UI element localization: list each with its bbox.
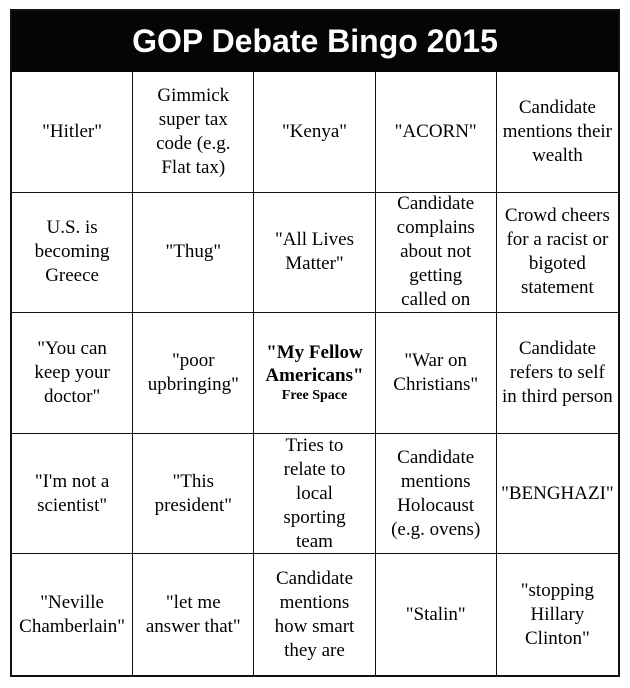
bingo-cell-text-line: Matter" [285,253,344,275]
bingo-cell[interactable] [376,313,497,434]
bingo-cell-text-line: "let me [165,591,221,613]
bingo-cell-text-line: doctor" [43,385,101,407]
bingo-cell-text-line: team [296,530,333,552]
bingo-cell-text-line: scientist" [37,494,108,516]
bingo-cell-text-line: refers to self [509,361,605,383]
bingo-cell[interactable] [12,434,133,555]
bingo-cell-text-line: relate to [283,458,346,480]
bingo-cell-text-line: becoming [34,241,110,263]
free-space-phrase-line: "My Fellow [266,341,363,363]
bingo-cell-text-line: Candidate [275,567,353,589]
bingo-cell-text-line: Gimmick [157,84,230,106]
bingo-cell[interactable] [254,193,375,314]
bingo-cell[interactable] [133,193,254,314]
bingo-grid [12,72,618,675]
bingo-card [10,9,620,677]
bingo-cell[interactable] [254,554,375,675]
bingo-cell-text-line: "ACORN" [394,120,477,142]
bingo-cell[interactable] [133,554,254,675]
bingo-cell-text-line: upbringing" [147,373,239,395]
bingo-cell[interactable] [497,434,618,555]
bingo-cell-text-line: about not [400,241,472,263]
bingo-cell-text-line: super tax [158,108,228,130]
bingo-cell-text-line: answer that" [145,615,241,637]
bingo-cell[interactable] [497,72,618,193]
bingo-cell-text-line: Crowd cheers [504,205,610,227]
bingo-cell-text-line: bigoted [528,253,586,275]
bingo-cell-free-space[interactable] [254,313,375,434]
bingo-cell-text-line: "This [172,470,215,492]
bingo-cell[interactable] [133,434,254,555]
bingo-cell-text-line: Candidate [397,193,475,215]
bingo-cell-text-line: local [296,482,333,504]
free-space-phrase-line: Americans" [265,364,364,386]
bingo-cell-text-line: "poor [171,349,215,371]
bingo-cell[interactable] [376,434,497,555]
bingo-cell-text-line: code (e.g. [156,132,231,154]
bingo-cell[interactable] [497,313,618,434]
bingo-cell-text-line: in third person [501,385,613,407]
bingo-cell-text-line: complains [396,217,475,239]
bingo-cell-text-line: called on [401,289,471,311]
bingo-cell-text-line: sporting [283,506,346,528]
bingo-cell-text-line: U.S. is [46,217,98,239]
bingo-cell-text-line: president" [154,494,232,516]
bingo-cell-text-line: Tries to [285,434,344,456]
bingo-cell-text-line: "War on [404,349,468,371]
bingo-cell-text-line: mentions their [502,120,612,142]
bingo-cell[interactable] [497,193,618,314]
card-title: GOP Debate Bingo 2015 [12,11,618,72]
bingo-cell[interactable] [133,313,254,434]
bingo-cell-text-line: Candidate [518,96,596,118]
bingo-cell[interactable] [133,72,254,193]
bingo-cell[interactable] [12,554,133,675]
bingo-cell-text-line: "Thug" [165,241,222,263]
bingo-cell-text-line: Flat tax) [161,156,226,178]
bingo-cell-text-line: wealth [532,144,583,166]
bingo-cell-text-line: statement [520,277,594,299]
bingo-cell-text-line: mentions [400,470,471,492]
bingo-cell-text-line: "Kenya" [281,120,348,142]
bingo-cell[interactable] [12,193,133,314]
bingo-cell[interactable] [12,313,133,434]
bingo-cell-text-line: Clinton" [525,627,590,649]
bingo-cell[interactable] [254,72,375,193]
bingo-cell[interactable] [12,72,133,193]
bingo-cell-text-line: "All Lives [274,229,354,251]
bingo-cell-text-line: "I'm not a [34,470,110,492]
bingo-cell-text-line: "You can [37,337,107,359]
bingo-cell[interactable] [376,72,497,193]
bingo-cell-text-line: (e.g. ovens) [391,518,481,540]
bingo-cell[interactable] [497,554,618,675]
bingo-cell-text-line: "BENGHAZI" [501,482,614,504]
bingo-cell-text-line: "Stalin" [405,603,466,625]
bingo-cell-text-line: "Neville [40,591,104,613]
bingo-cell-text-line: they are [284,639,345,661]
bingo-cell-text-line: "Hitler" [42,120,103,142]
bingo-cell[interactable] [376,554,497,675]
bingo-cell[interactable] [376,193,497,314]
bingo-cell-text-line: getting [409,265,463,287]
bingo-cell-text-line: Christians" [393,373,479,395]
bingo-cell-text-line: how smart [274,615,355,637]
bingo-cell-text-line: mentions [279,591,350,613]
bingo-cell-text-line: Holocaust [397,494,475,516]
bingo-cell-text-line: Candidate [397,446,475,468]
bingo-cell-text-line: keep your [34,361,110,383]
bingo-cell-text-line: Greece [45,265,99,287]
bingo-cell-text-line: for a racist or [506,229,609,251]
bingo-cell-text-line: "stopping [520,579,594,601]
bingo-cell[interactable] [254,434,375,555]
bingo-cell-text-line: Chamberlain" [19,615,126,637]
bingo-cell-text-line: Hillary [530,603,585,625]
bingo-cell-text-line: Candidate [518,337,596,359]
free-space-label: Free Space [281,387,348,403]
